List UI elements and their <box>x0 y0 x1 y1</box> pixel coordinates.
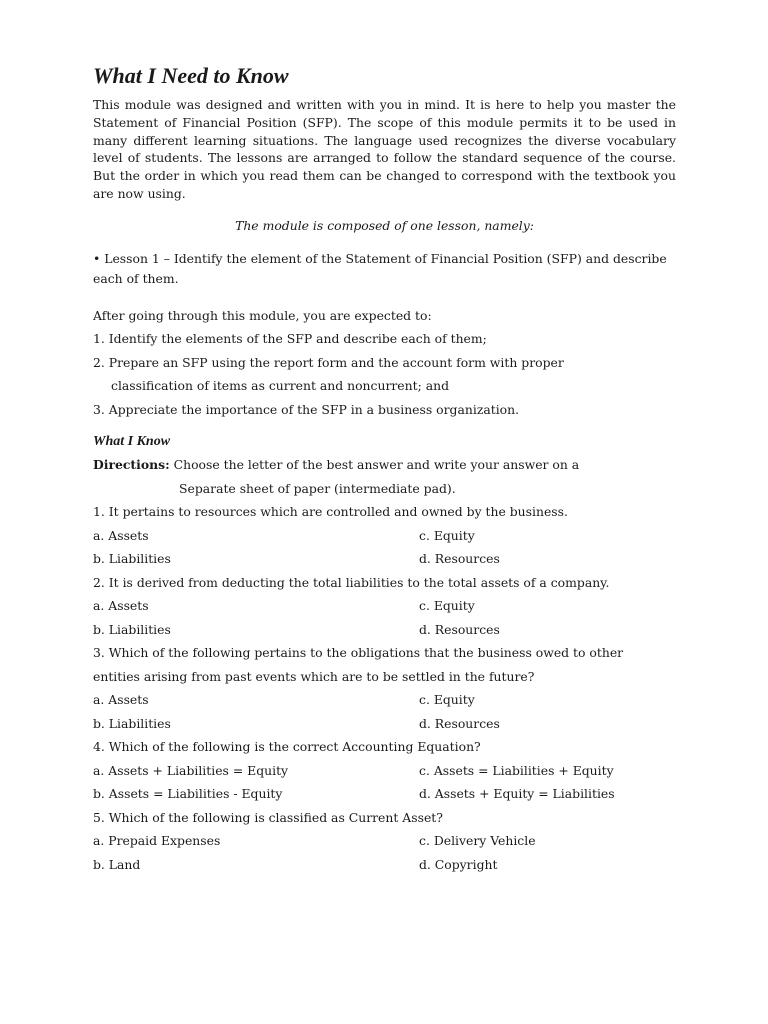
objective-item: 1. Identify the elements of the SFP and describe each of them; <box>93 331 487 347</box>
choice-c: c. Equity <box>419 692 475 708</box>
directions-label: Directions: <box>93 457 170 473</box>
question-item <box>93 571 676 642</box>
choice-a: a. Assets + Liabilities = Equity <box>93 762 289 778</box>
choice-row <box>93 688 676 712</box>
objective-item: 3. Appreciate the importance of the SFP in a business organization. <box>93 401 520 417</box>
choice-b: b. Liabilities <box>93 621 171 637</box>
question-list <box>93 500 676 876</box>
objectives-lead: After going through this module, you are expected to: <box>93 307 432 323</box>
document-page <box>93 62 676 876</box>
question-text: 4. Which of the following is the correct Accounting Equation? <box>93 739 481 755</box>
directions <box>93 453 676 477</box>
choice-a: a. Prepaid Expenses <box>93 833 221 849</box>
choice-d: d. Assets + Equity = Liabilities <box>419 786 615 802</box>
question-text: 3. Which of the following pertains to the obligations that the business owed to other <box>93 645 624 661</box>
choice-a: a. Assets <box>93 598 149 614</box>
objectives-list <box>93 304 676 422</box>
intro-paragraph: This module was designed and written with you in mind. It is here to help you master the Statement of Financial Position (SFP). The scope of this module permits it to be used in many different learning situations. The language used recognizes the diverse vocabulary level of students. The lessons are arranged to follow the standard sequence of the course. But the order in which you read them can be changed to correspond with the textbook you are now using. <box>93 97 676 201</box>
composition-note: The module is composed of one lesson, namely: <box>235 217 534 233</box>
objective-item-continuation: classification of items as current and noncurrent; and <box>111 378 449 394</box>
question-text: 1. It pertains to resources which are controlled and owned by the business. <box>93 504 568 520</box>
choice-row <box>93 712 676 736</box>
choice-row <box>93 547 676 571</box>
question-item <box>93 806 676 877</box>
question-text: 5. Which of the following is classified as Current Asset? <box>93 809 443 825</box>
choice-row <box>93 594 676 618</box>
choice-row <box>93 782 676 806</box>
choice-d: d. Resources <box>419 715 500 731</box>
choice-a: a. Assets <box>93 692 149 708</box>
choice-d: d. Resources <box>419 551 500 567</box>
page-title: What I Need to Know <box>93 63 289 88</box>
choice-row <box>93 829 676 853</box>
choice-a: a. Assets <box>93 527 149 543</box>
directions-continuation: Separate sheet of paper (intermediate pad). <box>179 480 456 496</box>
choice-b: b. Assets = Liabilities - Equity <box>93 786 283 802</box>
choice-b: b. Liabilities <box>93 551 171 567</box>
choice-b: b. Liabilities <box>93 715 171 731</box>
lesson-item: • Lesson 1 – Identify the element of the Statement of Financial Position (SFP) and describe each of them. <box>93 250 667 286</box>
question-text: entities arising from past events which are to be settled in the future? <box>93 668 535 684</box>
choice-row <box>93 853 676 877</box>
question-item <box>93 641 676 735</box>
choice-d: d. Resources <box>419 621 500 637</box>
choice-c: c. Equity <box>419 598 475 614</box>
question-item <box>93 735 676 806</box>
section-heading: What I Know <box>93 434 171 450</box>
choice-row <box>93 618 676 642</box>
objective-item: 2. Prepare an SFP using the report form and the account form with proper <box>93 354 564 370</box>
question-text: 2. It is derived from deducting the total liabilities to the total assets of a company. <box>93 574 610 590</box>
choice-c: c. Assets = Liabilities + Equity <box>419 762 614 778</box>
question-item <box>93 500 676 571</box>
choice-row <box>93 759 676 783</box>
choice-d: d. Copyright <box>419 856 498 872</box>
choice-c: c. Delivery Vehicle <box>419 833 536 849</box>
choice-c: c. Equity <box>419 527 475 543</box>
choice-b: b. Land <box>93 856 141 872</box>
choice-row <box>93 524 676 548</box>
directions-text: Choose the letter of the best answer and write your answer on a <box>169 457 580 473</box>
